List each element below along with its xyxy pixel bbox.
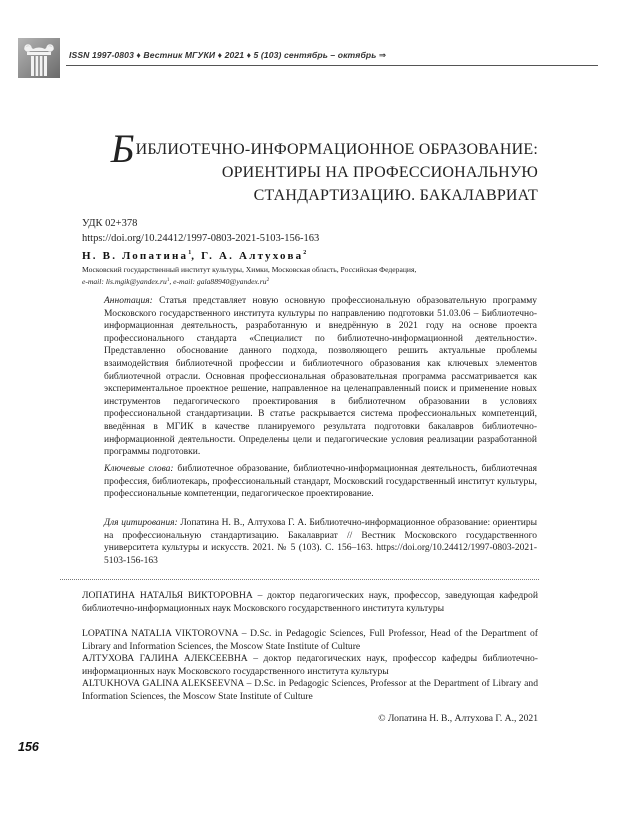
doi-link[interactable]: https://doi.org/10.24412/1997-0803-2021-5103-156-163 <box>82 233 320 244</box>
author-names: Н. В. Лопатина$^1$, Г. А. Алтухова$^2$ <box>82 250 307 262</box>
udk-code: УДК 02+378 <box>82 218 138 229</box>
author-info-1-ru: ЛОПАТИНА НАТАЛЬЯ ВИКТОРОВНА – доктор педагогических наук, профессор, заведующая кафедрой библиотечно-информационных наук Московского государственного института культуры <box>82 590 538 614</box>
citation-text: Лопатина Н. В., Алтухова Г. А. Библиотечно-информационное образование: ориентиры на профессиональную стандартизацию. Бакалавриат // Вестник Московского государственного университета культуры и искусств. 2021. № 5 (103). С. 156–163. https://doi.org/10.24412/1997-0803-2021-5103-156-163 <box>104 518 537 566</box>
author-info-2-en: ALTUKHOVA GALINA ALEKSEEVNA – D.Sc. in Pedagogic Sciences, Professor at the Department of Library and Information Sciences, the Moscow State Institute of Culture <box>82 678 538 702</box>
author-info-1-en: LOPATINA NATALIA VIKTOROVNA – D.Sc. in Pedagogic Sciences, Full Professor, Head of the Department of Library and Information Sciences, the Moscow State Institute of Culture <box>82 628 538 652</box>
keywords-text: библиотечное образование, библиотечно-информационная деятельность, библиотечная профессия, библиотекарь, профессиональный стандарт, Московский государственный институт культуры, профессиональные компетенции, педагогическое проектирование. <box>104 464 538 500</box>
keywords <box>104 463 537 501</box>
abstract-text: Статья представляет новую основную профессиональную образовательную программу Московского государственного института культуры по направлению подготовки 51.03.06 – Библиотечно-информационная деятельность, разработанную и внедрённую в 2021 году на основе проекта профессионального стандарта «Специалист по библиотечно-информационной деятельности». Представленно обоснование данного подхода, позволяющего решить актуальные проблемы взаимодействия библиотечной профессии и библиотечного образования как ключевых элементов библиотечной отрасли. Основная профессиональная образовательная программа рассматривается как экспериментальное проектное решение, направленное на целенаправленный поиск и применение новых инструментов педагогического проектирования в библиотечном образовании в условиях профессиональной стандартизации. В статье раскрывается система профессиональных компетенций, введённая в МГИК в качестве планируемого результата подготовки бакалавров библиотечно-информационной деятельности. Определены цели и педагогические условия реализации разработанной программы подготовки. <box>104 296 537 458</box>
keywords-label: Ключевые слова: <box>104 464 174 474</box>
author-affiliation <box>82 265 416 287</box>
column-capital-icon <box>18 38 60 78</box>
header-rule <box>66 65 598 66</box>
title-line-2: ОРИЕНТИРЫ НА ПРОФЕССИОНАЛЬНУЮ <box>221 164 538 181</box>
article-title <box>58 126 538 207</box>
author-info-2-ru: АЛТУХОВА ГАЛИНА АЛЕКСЕЕВНА – доктор педагогических наук, профессор кафедры библиотечно-информационных наук Московского государственного института культуры <box>82 653 538 677</box>
dotted-divider <box>60 579 539 580</box>
email-2[interactable]: e-mail: gala88940@yandex.ru <box>173 276 267 286</box>
email-1[interactable]: e-mail: lis.mgik@yandex.ru <box>82 276 167 286</box>
title-line-3: СТАНДАРТИЗАЦИЮ. БАКАЛАВРИАТ <box>253 187 538 204</box>
affiliation-line: Московский государственный институт культуры, Химки, Московская область, Российская Федерация, <box>82 265 417 274</box>
udk-doi-block <box>82 216 319 246</box>
title-line-1: БИБЛИОТЕЧНО-ИНФОРМАЦИОННОЕ ОБРАЗОВАНИЕ: <box>110 126 538 171</box>
abstract <box>104 295 537 459</box>
email-line: e-mail: $lis.mgik@yandex.ru^1$, e-mail: $gala88940@yandex.ru^2$ <box>82 276 270 286</box>
journal-issue-line: ISSN 1997-0803 ♦ Вестник МГУКИ ♦ 2021 ♦ 5 (103) сентябрь – октябрь ⇒ <box>69 50 387 60</box>
title-drop-initial: Б <box>110 126 135 171</box>
abstract-label: Аннотация: <box>104 296 153 306</box>
copyright-notice: © Лопатина Н. В., Алтухова Г. А., 2021 <box>378 713 538 724</box>
citation <box>104 517 537 567</box>
citation-label: Для цитирования: <box>104 518 178 528</box>
page-number: 156 <box>18 740 39 754</box>
running-header <box>18 38 598 78</box>
